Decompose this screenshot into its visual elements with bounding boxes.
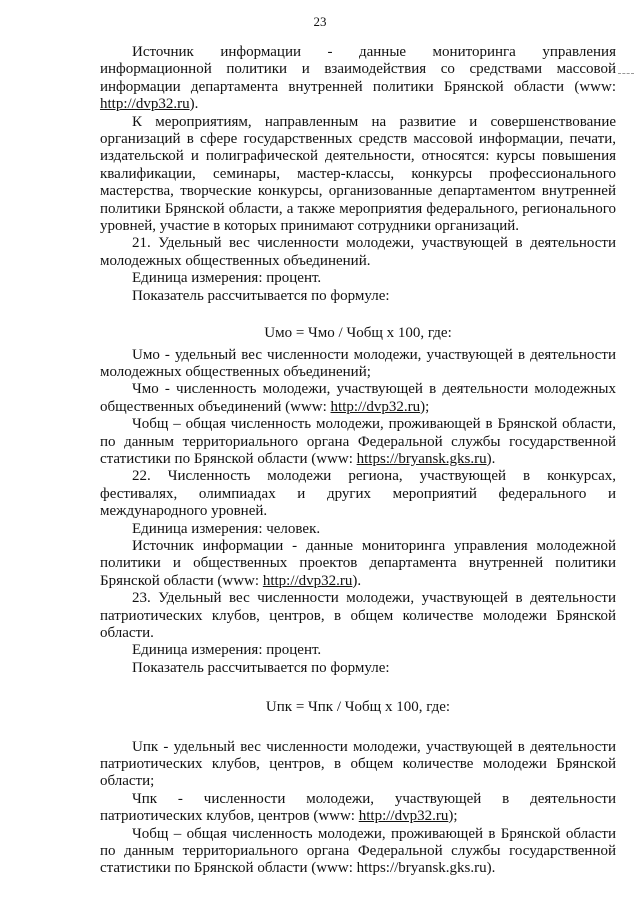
paragraph-text: Uмо = Чмо / Чобщ x 100, где: xyxy=(264,325,452,342)
paragraph xyxy=(100,791,616,826)
paragraph-text: Чобщ – общая численность молодежи, проживающей в Брянской области, по данным территориального органа Федеральной службы государственной статистики по Брянской области (www: xyxy=(100,416,616,467)
url-link[interactable]: http://dvp32.ru xyxy=(100,96,190,113)
formula xyxy=(100,699,616,716)
formula xyxy=(100,325,616,342)
paragraph-tail: ). xyxy=(352,572,362,589)
paragraph-text: 22. Численность молодежи региона, участвующей в конкурсах, фестивалях, олимпиадах и других мероприятий федерального и международного уровней. xyxy=(100,468,616,520)
paragraph-text: Чобщ – общая численность молодежи, проживающей в Брянской области по данным территориального органа Федеральной службы государственной статистики по Брянской области (www: https://bryansk.gks.ru). xyxy=(100,825,616,877)
paragraph-text: Единица измерения: человек. xyxy=(132,520,321,537)
document-body xyxy=(100,44,616,878)
paragraph-tail: ). xyxy=(189,96,199,113)
paragraph-text: Чпк - численности молодежи, участвующей в деятельности патриотических клубов, центров (www: xyxy=(100,790,616,825)
paragraph-text: Единица измерения: процент. xyxy=(132,270,322,287)
paragraph-text: Единица измерения: процент. xyxy=(132,642,322,659)
paragraph-tail: ). xyxy=(486,450,496,467)
paragraph xyxy=(100,270,616,287)
url-link[interactable]: https://bryansk.gks.ru xyxy=(356,450,487,467)
paragraph xyxy=(100,468,616,520)
paragraph xyxy=(100,521,616,538)
paragraph-text: Чмо - численность молодежи, участвующей в деятельности молодежных общественных объединений (www: xyxy=(100,381,616,415)
paragraph xyxy=(100,416,616,468)
paragraph-tail: ); xyxy=(448,808,458,825)
paragraph xyxy=(100,826,616,878)
paragraph-text: Источник информации - данные мониторинга управления молодежной политики и общественных проектов департамента внутренней политики Брянской области (www: xyxy=(100,537,616,589)
paragraph xyxy=(100,538,616,590)
paragraph xyxy=(100,739,616,791)
paragraph xyxy=(100,288,616,305)
paragraph-text: Показатель рассчитывается по формуле: xyxy=(132,659,390,676)
paragraph-text: Uмо - удельный вес численности молодежи, участвующей в деятельности молодежных общественных объединений; xyxy=(100,346,616,380)
paragraph xyxy=(100,590,616,642)
margin-mark xyxy=(618,73,634,74)
paragraph xyxy=(100,381,616,416)
paragraph xyxy=(100,642,616,659)
paragraph xyxy=(100,660,616,677)
url-link[interactable]: http://dvp32.ru xyxy=(358,808,449,825)
paragraph xyxy=(100,44,616,114)
paragraph-text: Uпк = Чпк / Чобщ x 100, где: xyxy=(265,699,451,716)
paragraph xyxy=(100,347,616,382)
paragraph xyxy=(100,114,616,236)
paragraph-text: Показатель рассчитывается по формуле: xyxy=(132,287,390,304)
paragraph-tail: ); xyxy=(420,398,430,415)
url-link[interactable]: http://dvp32.ru xyxy=(262,572,353,589)
paragraph-text: 21. Удельный вес численности молодежи, участвующей в деятельности молодежных общественных объединений. xyxy=(100,235,616,269)
paragraph xyxy=(100,235,616,270)
url-link[interactable]: http://dvp32.ru xyxy=(330,398,421,415)
paragraph-text: 23. Удельный вес численности молодежи, участвующей в деятельности патриотических клубов, центров, в общем количестве молодежи Брянской области. xyxy=(100,590,616,641)
paragraph-text: К мероприятиям, направленным на развитие и совершенствование организаций в сфере государственных средств массовой информации, печати, издательской и полиграфической деятельности, относятся: курсы повышения квалификации, семинары, мастер-классы, конкурсы профессионального мастерства, творческие конкурсы, организованные департаментом внутренней политики Брянской области, а также мероприятия федерального, регионального уровней, участие в которых принимают сотрудники организаций. xyxy=(100,113,616,235)
page-number: 23 xyxy=(313,14,327,29)
paragraph-text: Источник информации - данные мониторинга управления информационной политики и взаимодействия со средствами массовой информации департамента внутренней политики Брянской области (www: xyxy=(100,44,616,95)
paragraph-text: Uпк - удельный вес численности молодежи, участвующей в деятельности патриотических клубов, центров, в общем количестве молодежи Брянской области; xyxy=(100,738,616,790)
